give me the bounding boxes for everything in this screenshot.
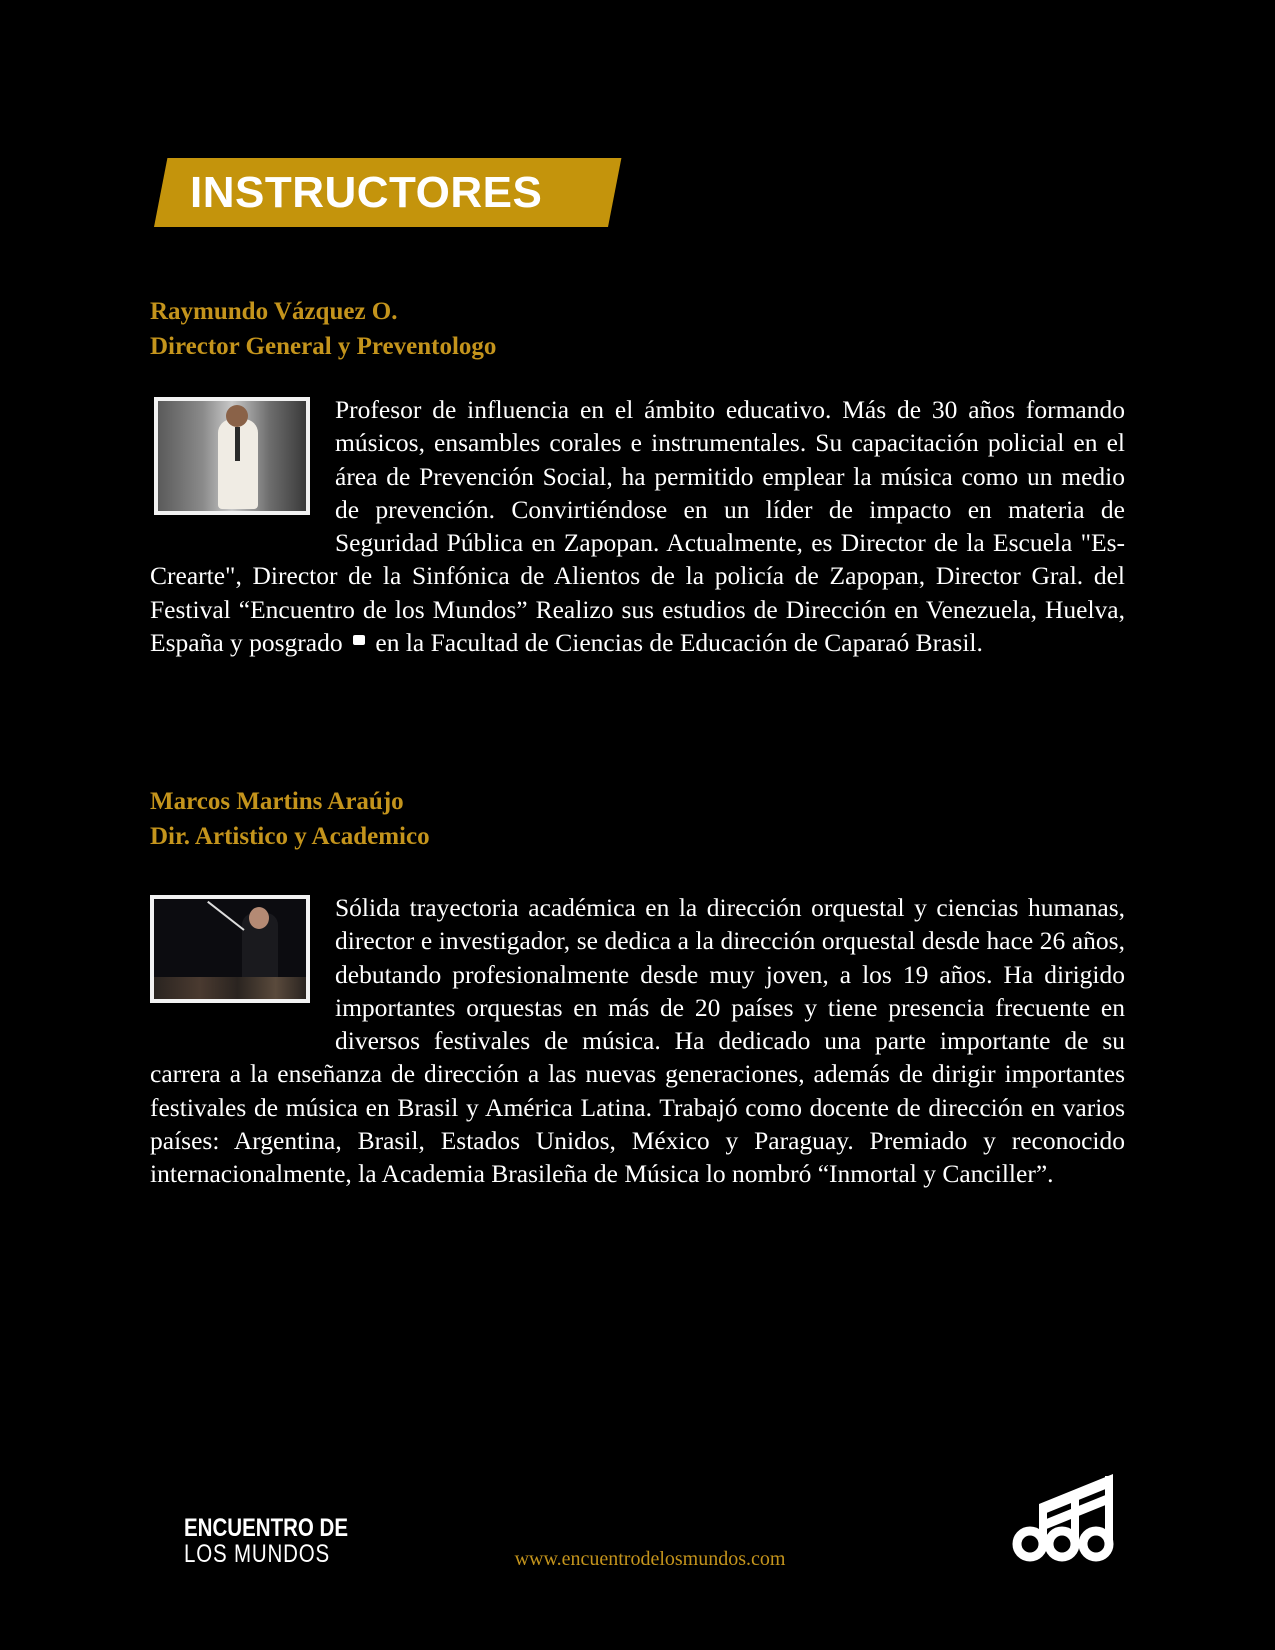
logo-line-1: ENCUENTRO DE — [184, 1514, 349, 1542]
inline-mark-icon — [353, 635, 365, 645]
conductor-photo — [150, 895, 310, 1003]
bio-text: Profesor de influencia en el ámbito educativo. Más de 30 años formando músicos, ensambles corales e instrumentales. Su capacitación policial en el área de Prevención Social, ha permitido emplear la música como un medio de prevención. Convirtiéndose en un líder de impacto en materia de Seguridad Pública en Zapopan. Actualmente, es Director de la Escuela "Es-Crearte", Director de la Sinfónica de Alientos de la policía de Zapopan, Director Gral. del Festival “Encuentro de los Mundos” Realizo sus estudios de Dirección en Venezuela, Huelva, España y posgrado — [150, 395, 1125, 658]
portrait-photo — [154, 397, 310, 515]
instructor-1-header — [150, 294, 496, 364]
page-title: INSTRUCTORES — [190, 168, 543, 217]
instructor-name: Marcos Martins Araújo — [150, 788, 404, 815]
instructor-name: Raymundo Vázquez O. — [150, 298, 398, 325]
bio-text-end: en la Facultad de Ciencias de Educación de Caparaó Brasil. — [375, 628, 983, 658]
instructor-2-section — [150, 891, 1125, 1191]
music-notes-logo-icon — [1010, 1470, 1125, 1565]
instructor-1-section — [150, 393, 1125, 659]
instructor-2-header — [150, 784, 430, 854]
instructor-role: Dir. Artistico y Academico — [150, 823, 430, 850]
logo-line-2: LOS MUNDOS — [184, 1540, 331, 1568]
instructor-bio: Sólida trayectoria académica en la dirección orquestal y ciencias humanas, director e investigador, se dedica a la dirección orquestal desde hace 26 años, debutando profesionalmente desde muy joven, a los 19 años. Ha dirigido importantes orquestas en más de 20 países y tiene presencia frecuente en diversos festivales de música. Ha dedicado una parte importante de su carrera a la enseñanza de dirección a las nuevas generaciones, además de dirigir importantes festivales de música en Brasil y América Latina. Trabajó como docente de dirección en varios países: Argentina, Brasil, Estados Unidos, México y Paraguay. Premiado y reconocido internacionalmente, la Academia Brasileña de Música lo nombró “Inmortal y Canciller”. — [150, 893, 1125, 1189]
instructor-role: Director General y Preventologo — [150, 333, 497, 360]
website-url[interactable]: www.encuentrodelosmundos.com — [514, 1548, 786, 1570]
